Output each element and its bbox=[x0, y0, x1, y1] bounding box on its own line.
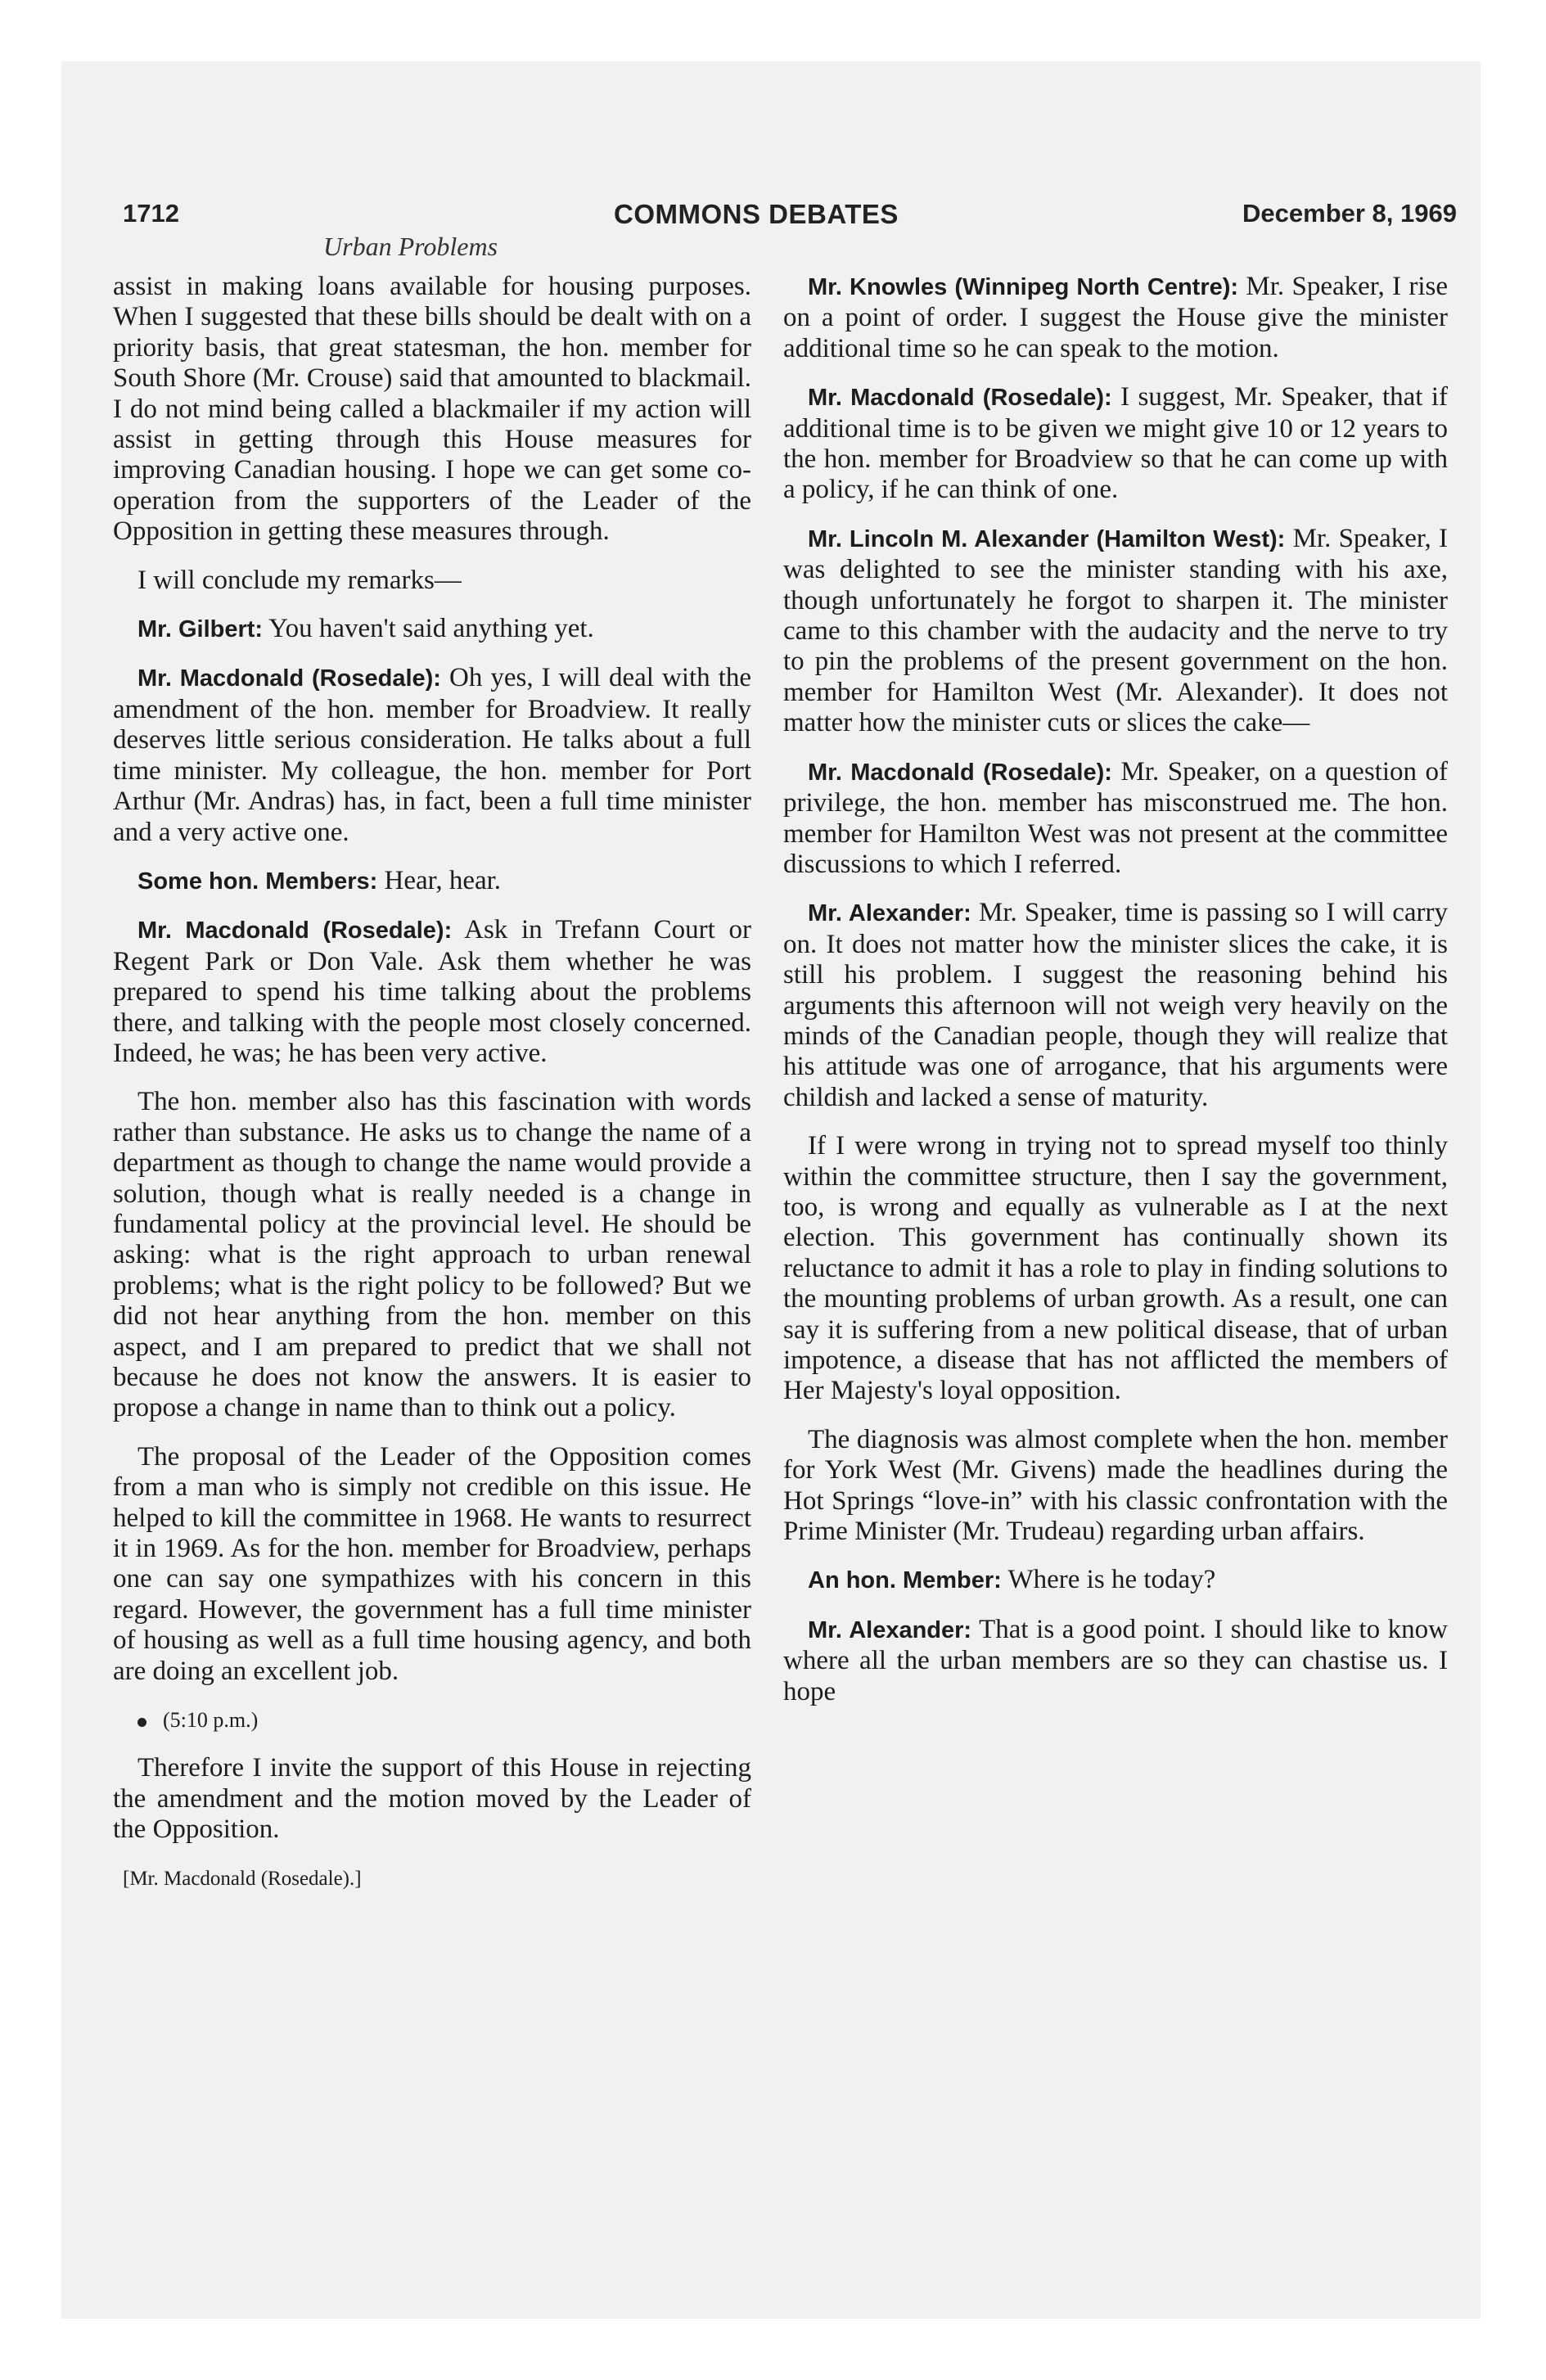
speech-text: Mr. Speaker, I was delighted to see the minister standing with his axe, though unfortunately he forgot to sharpen it. The minister came to this chamber with the audacity and the nerve to try to pin the problems of the present government on the hon. member for Hamilton West (Mr. Alexander). It does not matter how the minister cuts or slices the cake— bbox=[783, 523, 1448, 738]
paragraph: If I were wrong in trying not to spread myself too thinly within the committee structure, then I say the government, too, is wrong and equally as vulnerable as I at the next election. This government has continually shown its reluctance to admit it has a role to play in finding solutions to the mounting problems of urban growth. As a result, one can say it is suffering from a new political disease, that of urban impotence, a disease that has not afflicted the members of Her Majesty's loyal opposition. bbox=[783, 1131, 1448, 1406]
paragraph: Therefore I invite the support of this House in rejecting the amendment and the motion moved by the Leader of the Opposition. bbox=[113, 1753, 751, 1845]
speech bbox=[113, 614, 751, 645]
speech bbox=[783, 272, 1448, 364]
section-heading: Urban Problems bbox=[323, 232, 498, 261]
speech-text: You haven't said anything yet. bbox=[268, 614, 594, 644]
paragraph: assist in making loans available for housing purposes. When I suggested that these bills should be dealt with on a priority basis, that great statesman, the hon. member for South Shore (Mr. Crouse) said that amounted to blackmail. I do not mind being called a blackmailer if my action will assist in getting through this House measures for improving Canadian housing. I hope we can get some co-operation from the supporters of the Leader of the Opposition in getting these measures through. bbox=[113, 272, 751, 547]
speech-text: Mr. Speaker, on a question of privilege, the hon. member has misconstrued me. The hon. member for Hamilton West was not present at the committee discussions to which I referred. bbox=[783, 756, 1449, 879]
speaker-name: Mr. Macdonald (Rosedale): bbox=[137, 665, 441, 692]
speaker-name: Mr. Macdonald (Rosedale): bbox=[808, 385, 1112, 412]
time-stamp bbox=[137, 1705, 751, 1735]
speaker-name: Mr. Lincoln M. Alexander (Hamilton West): bbox=[808, 525, 1286, 552]
publication-title: COMMONS DEBATES bbox=[614, 199, 899, 229]
speech bbox=[783, 898, 1448, 1113]
speech bbox=[783, 1615, 1448, 1707]
speech-text: Hear, hear. bbox=[384, 865, 502, 895]
page-number: 1712 bbox=[123, 199, 179, 228]
speaker-name: Mr. Knowles (Winnipeg North Centre): bbox=[808, 274, 1239, 300]
speaker-name: Mr. Macdonald (Rosedale): bbox=[808, 759, 1112, 786]
speaker-name: Mr. Alexander: bbox=[808, 900, 971, 927]
page-date: December 8, 1969 bbox=[1242, 199, 1457, 228]
speech bbox=[783, 757, 1448, 881]
right-column bbox=[783, 272, 1448, 1725]
speaker-name: Mr. Alexander: bbox=[808, 1616, 972, 1643]
speech-text: That is a good point. I should like to know where all the urban members are so they can chastise us. I hope bbox=[783, 1614, 1448, 1706]
time-stamp-text: (5:10 p.m.) bbox=[163, 1708, 259, 1733]
speaker-name: Mr. Gilbert: bbox=[137, 616, 264, 643]
speaker-name: Mr. Macdonald (Rosedale): bbox=[137, 917, 453, 944]
speech bbox=[113, 866, 751, 897]
speech bbox=[783, 1565, 1448, 1596]
left-column bbox=[113, 272, 751, 1912]
speech-text: Ask in Trefann Court or Regent Park or Don Vale. Ask them whether he was prepared to spend his time talking about the problems there, and talking with the people most closely concerned. Indeed, he was; he has been very active. bbox=[113, 915, 751, 1068]
speech bbox=[113, 915, 751, 1069]
speech bbox=[783, 382, 1448, 506]
speech-text: I suggest, Mr. Speaker, that if additional time is to be given we might give 10 or 12 years to the hon. member for Broadview so that he can come up with a policy, if he can think of one. bbox=[783, 382, 1448, 505]
paragraph: The proposal of the Leader of the Opposition comes from a man who is simply not credible on this issue. He helped to kill the committee in 1968. He wants to resurrect it in 1969. As for the hon. member for Broadview, perhaps one can say one sympathizes with his concern in this regard. However, the government has a full time minister of housing as well as a full time housing agency, and both are doing an excellent job. bbox=[113, 1441, 751, 1686]
paragraph: The hon. member also has this fascination with words rather than substance. He asks us to change the name of a department as though to change the name would provide a solution, though what is really needed is a change in fundamental policy at the provincial level. He should be asking: what is the right approach to urban renewal problems; what is the right policy to be followed? But we did not hear anything from the hon. member on this aspect, and I am prepared to predict that we shall not because he does not know the answers. It is easier to propose a change in name than to think out a policy. bbox=[113, 1087, 751, 1423]
paragraph: I will conclude my remarks— bbox=[137, 565, 462, 595]
speech bbox=[113, 663, 751, 847]
speech-text: Mr. Speaker, time is passing so I will carry on. It does not matter how the minister slices the cake, it is still his problem. I suggest the reasoning behind his arguments this afternoon will not weigh very heavily on the minds of the Canadian people, though they will realize that his attitude was one of arrogance, that his arguments were childish and lacked a sense of maturity. bbox=[783, 898, 1449, 1112]
speaker-name: An hon. Member: bbox=[808, 1567, 1002, 1594]
speech-text: Oh yes, I will deal with the amendment of the hon. member for Broadview. It really deserves little serious consideration. He talks about a full time minister. My colleague, the hon. member for Port Arthur (Mr. Andras) has, in fact, been a full time minister and a very active one. bbox=[113, 663, 752, 847]
speech-text: Where is he today? bbox=[1007, 1565, 1216, 1595]
speaker-attribution: [Mr. Macdonald (Rosedale).] bbox=[123, 1867, 362, 1890]
speech bbox=[783, 524, 1448, 739]
speaker-name: Some hon. Members: bbox=[137, 868, 378, 895]
paragraph: The diagnosis was almost complete when the hon. member for York West (Mr. Givens) made the headlines during the Hot Springs “love-in” with his classic confrontation with the Prime Minister (Mr. Trudeau) regarding urban affairs. bbox=[783, 1424, 1448, 1547]
speech-text: Mr. Speaker, I rise on a point of order. I suggest the House give the minister additional time so he can speak to the motion. bbox=[783, 272, 1449, 363]
bullet-icon bbox=[137, 1718, 146, 1727]
